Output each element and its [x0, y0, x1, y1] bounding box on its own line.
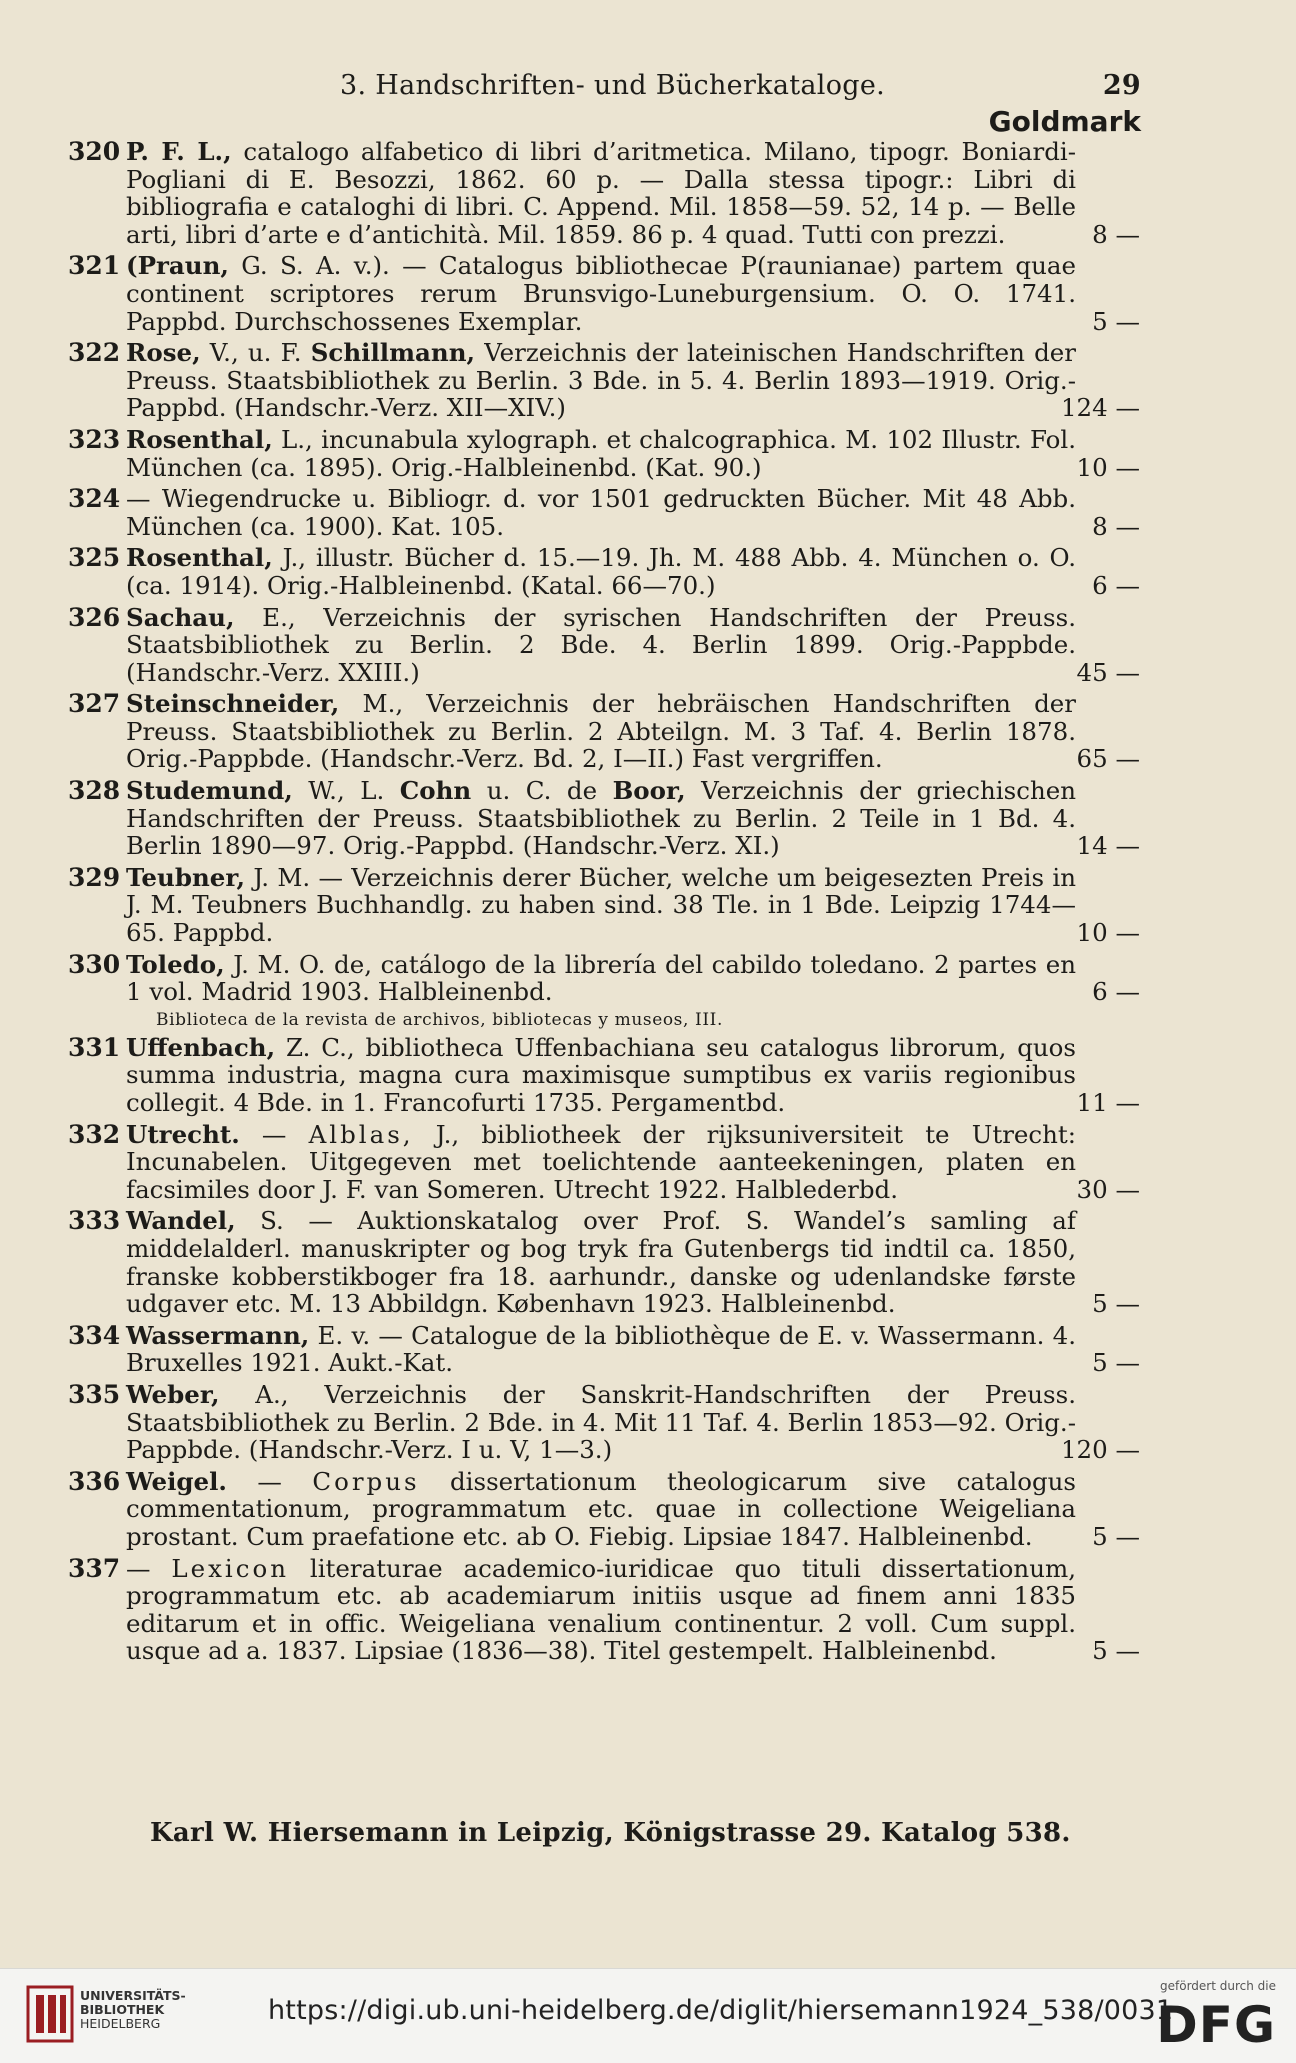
- entry-author: Rose,: [126, 338, 201, 368]
- entry-author: P. F. L.,: [126, 137, 232, 166]
- entry-text-part: Verzeichnis der lateinischen Handschriften der Preuss. Staatsbibliothek zu Berlin. 3 Bde. in 5. 4. Berlin 1893—1919. Orig.-Pappbd. (Handschr.-Verz. XII—XIV.): [126, 338, 1076, 423]
- catalog-entry: [68, 1555, 1140, 1665]
- entry-author: Wandel,: [126, 1206, 236, 1236]
- entry-author: Toledo,: [126, 949, 225, 979]
- entry-number: 329: [68, 862, 121, 892]
- catalog-entry: [68, 777, 1140, 860]
- entry-price: 5 —: [1092, 306, 1140, 336]
- uni-name-line3: HEIDELBERG: [80, 2016, 161, 2031]
- entry-author: (Praun,: [126, 251, 229, 281]
- entry-text: [126, 690, 1076, 773]
- entry-text-part: A., Verzeichnis der Sanskrit-Handschriften der Preuss. Staatsbibliothek zu Berlin. 2 Bde. in 4. Mit 11 Taf. 4. Berlin 1853—92. Orig.-Pappbde. (Handschr.-Verz. I u. V, 1—3.): [126, 1379, 1076, 1465]
- page-header: [125, 70, 1141, 110]
- entry-text: [126, 426, 1076, 481]
- entry-author: Utrecht.: [126, 1119, 240, 1149]
- permalink-url[interactable]: https://digi.ub.uni-heidelberg.de/diglit/hiersemann1924_538/0031: [268, 1995, 1174, 2026]
- entry-number: 330: [68, 949, 121, 979]
- running-title: 3. Handschriften- und Bücherkataloge.: [340, 70, 885, 101]
- entry-price: 5 —: [1092, 1289, 1140, 1319]
- catalog-entry: [68, 485, 1140, 540]
- entry-text: [126, 1381, 1076, 1464]
- entry-number: 333: [68, 1206, 121, 1236]
- catalog-entry: [68, 339, 1140, 422]
- entry-author: Teubner,: [126, 862, 246, 892]
- entry-number: 332: [68, 1119, 121, 1149]
- entry-text: [126, 951, 1076, 1006]
- entry-text: [126, 1121, 1076, 1204]
- entry-number: 326: [68, 602, 121, 632]
- catalog-entry: [68, 252, 1140, 335]
- entry-number: 327: [68, 689, 121, 719]
- entry-author: Uffenbach,: [126, 1032, 276, 1062]
- entry-text-part: —: [239, 1119, 309, 1149]
- entry-list: [68, 138, 1140, 1669]
- entry-author: Steinschneider,: [126, 689, 340, 719]
- entry-text-part: J., bibliotheek der rijksuniversiteit te Utrecht: Incunabelen. Uitgegeven met toelichtende aanteekeningen, platen en facsimiles door J. F. van Someren. Utrecht 1922. Halblederbd.: [126, 1119, 1076, 1204]
- entry-price: 11 —: [1076, 1088, 1140, 1117]
- entry-number: 337: [68, 1553, 121, 1583]
- catalog-entry: [68, 864, 1140, 947]
- entry-text-part: M., Verzeichnis der hebräischen Handschriften der Preuss. Staatsbibliothek zu Berlin. 2 Abteilgn. M. 3 Taf. 4. Berlin 1878. Orig.-Pappbde. (Handschr.-Verz. Bd. 2, I—II.) Fast vergriffen.: [126, 689, 1076, 774]
- catalog-entry: [68, 1121, 1140, 1204]
- entry-number: 325: [68, 543, 121, 573]
- entry-text-part: J., illustr. Bücher d. 15.—19. Jh. M. 488 Abb. 4. München o. O. (ca. 1914). Orig.-Halbleinenbd. (Katal. 66—70.): [126, 543, 1076, 600]
- entry-text-part: —: [226, 1466, 313, 1496]
- catalog-entry: [68, 544, 1140, 599]
- entry-price: 10 —: [1076, 452, 1140, 482]
- entry-text: [126, 1555, 1076, 1665]
- entry-price: 45 —: [1076, 657, 1140, 687]
- entry-price: 8 —: [1092, 219, 1140, 249]
- entry-author: Rosenthal,: [126, 424, 273, 454]
- entry-text: [126, 138, 1076, 248]
- viewer-footer-bar: [0, 1968, 1296, 2063]
- entry-note: Biblioteca de la revista de archivos, bibliotecas y museos, III.: [156, 1009, 723, 1030]
- catalog-entry: [68, 426, 1140, 481]
- entry-text: [126, 485, 1076, 540]
- catalog-entry: [68, 951, 1140, 1006]
- entry-text-part: Z. C., bibliotheca Uffenbachiana seu catalogus librorum, quos summa industria, magna cura maximisque sumptibus ex variis regionibus collegit. 4 Bde. in 1. Francofurti 1735. Pergamentbd.: [126, 1032, 1076, 1117]
- catalog-entry: [68, 1034, 1140, 1117]
- catalog-entry: [68, 138, 1140, 248]
- entry-author: Weigel.: [126, 1466, 227, 1496]
- entry-text-part: L., incunabula xylograph. et chalcographica. M. 102 Illustr. Fol. München (ca. 1895). Orig.-Halbleinenbd. (Kat. 90.): [126, 424, 1076, 482]
- entry-number: 321: [68, 251, 121, 281]
- entry-text-part: G. S. A. v.). — Catalogus bibliothecae P(raunianae) partem quae continent scriptores rerum Brunsvigo-Luneburgensium. O. O. 1741. Pappbd. Durchschossenes Exemplar.: [126, 251, 1076, 336]
- entry-price: 5 —: [1092, 1348, 1140, 1378]
- entry-text-part: E., Verzeichnis der syrischen Handschriften der Preuss. Staatsbibliothek zu Berlin. 2 Bde. 4. Berlin 1899. Orig.-Pappbde. (Handschr.-Verz. XXIII.): [126, 602, 1076, 687]
- entry-price: 6 —: [1092, 570, 1140, 600]
- entry-text-part: W., L.: [292, 776, 400, 806]
- entry-price: 10 —: [1076, 918, 1140, 948]
- entry-number: 335: [68, 1379, 121, 1409]
- entry-text-part: V., u. F.: [200, 338, 311, 368]
- entry-number: 322: [68, 338, 121, 368]
- entry-author: Weber,: [126, 1379, 220, 1409]
- entry-author: Cohn: [399, 776, 472, 806]
- catalog-entry: [68, 1207, 1140, 1317]
- entry-number: 320: [68, 137, 121, 166]
- uni-name-line2: BIBLIOTHEK: [80, 2002, 165, 2017]
- entry-price: 5 —: [1092, 1636, 1140, 1666]
- entry-price: 124 —: [1060, 393, 1140, 423]
- university-library-logo-icon: [26, 1985, 74, 2043]
- entry-spaced-word: Lexicon: [171, 1553, 290, 1583]
- catalog-entry: [68, 690, 1140, 773]
- catalog-entry: [68, 1381, 1140, 1464]
- entry-text: [126, 544, 1076, 599]
- entry-author: Boor,: [612, 776, 686, 806]
- entry-text: [126, 604, 1076, 687]
- entry-text: [126, 864, 1076, 947]
- entry-price: 5 —: [1092, 1521, 1140, 1551]
- entry-text: [126, 252, 1076, 335]
- catalog-footer: Karl W. Hiersemann in Leipzig, Königstrasse 29. Katalog 538.: [150, 1818, 1071, 1848]
- entry-number: 336: [68, 1466, 121, 1496]
- entry-text: [126, 777, 1076, 860]
- entry-text-part: — Wiegendrucke u. Bibliogr. d. vor 1501 gedruckten Bücher. Mit 48 Abb. München (ca. 1900). Kat. 105.: [126, 484, 1076, 541]
- entry-text-part: literaturae academico-iuridicae quo tituli dissertationum, programmatum etc. ab academiarum initiis usque ad finem anni 1835 editarum et in offic. Weigeliana venalium continentur. 2 voll. Cum suppl. usque ad a. 1837. Lipsiae (1836—38). Titel gestempelt. Halbleinenbd.: [126, 1553, 1076, 1666]
- entry-price: 120 —: [1060, 1435, 1140, 1465]
- entry-text-part: J. M. O. de, catálogo de la librería del cabildo toledano. 2 partes en 1 vol. Madrid 1903. Halbleinenbd.: [126, 949, 1076, 1007]
- entry-text: [126, 1207, 1076, 1317]
- funding-note: gefördert durch die: [1160, 1979, 1276, 1993]
- entry-author: Rosenthal,: [126, 543, 273, 573]
- entry-text-part: —: [126, 1553, 172, 1583]
- entry-price: 65 —: [1076, 744, 1140, 774]
- entry-price: 14 —: [1076, 831, 1140, 861]
- entry-spaced-word: Corpus: [312, 1466, 420, 1496]
- catalog-entry: [68, 1468, 1140, 1551]
- entry-text: [126, 339, 1076, 422]
- section-heading: Goldmark: [988, 105, 1141, 138]
- entry-text: [126, 1322, 1076, 1377]
- entry-number: 323: [68, 424, 121, 454]
- catalog-entry: [68, 604, 1140, 687]
- entry-price: 30 —: [1076, 1174, 1140, 1204]
- entry-text-part: E. v. — Catalogue de la bibliothèque de E. v. Wassermann. 4. Bruxelles 1921. Aukt.-Kat.: [126, 1320, 1076, 1378]
- entry-author: Wassermann,: [126, 1320, 310, 1350]
- entry-text-part: u. C. de: [471, 776, 613, 806]
- entry-price: 8 —: [1092, 511, 1140, 541]
- entry-number: 334: [68, 1320, 121, 1350]
- catalog-entry: [68, 1322, 1140, 1377]
- entry-text-part: J. M. — Verzeichnis derer Bücher, welche um beigesezten Preis in J. M. Teubners Buchhandlg. zu haben sind. 38 Tle. in 1 Bde. Leipzig 1744—65. Pappbd.: [126, 862, 1076, 948]
- dfg-logo: DFG: [1156, 1996, 1276, 2054]
- university-library-name: [80, 1989, 186, 2031]
- entry-text: [126, 1034, 1076, 1117]
- entry-spaced-word: Alblas,: [308, 1119, 414, 1149]
- entry-text-part: Verzeichnis der griechischen Handschriften der Preuss. Staatsbibliothek zu Berlin. 2 Teile in 1 Bd. 4. Berlin 1890—97. Orig.-Pappbd. (Handschr.-Verz. XI.): [126, 776, 1076, 861]
- entry-number: 324: [68, 484, 121, 514]
- entry-number: 328: [68, 776, 121, 806]
- entry-author: Sachau,: [126, 602, 235, 632]
- entry-author: Schillmann,: [310, 338, 476, 368]
- entry-text: [126, 1468, 1076, 1551]
- entry-price: 6 —: [1092, 977, 1140, 1007]
- entry-number: 331: [68, 1032, 121, 1062]
- page-number: 29: [1102, 70, 1141, 101]
- entry-text-part: dissertationum theologicarum sive catalogus commentationum, programmatum etc. quae in collectione Weigeliana prostant. Cum praefatione etc. ab O. Fiebig. Lipsiae 1847. Halbleinenbd.: [126, 1466, 1077, 1551]
- entry-text-part: catalogo alfabetico di libri d’aritmetica. Milano, tipogr. Boniardi-Pogliani di E. Besozzi, 1862. 60 p. — Dalla stessa tipogr.: Libri di bibliografia e cataloghi di libri. C. Append. Mil. 1858—59. 52, 14 p. — Belle arti, libri d’arte e d’antichità. Mil. 1859. 86 p. 4 quad. Tutti con prezzi.: [126, 137, 1077, 249]
- uni-name-line1: UNIVERSITÄTS-: [80, 1988, 186, 2003]
- entry-text-part: S. — Auktionskatalog over Prof. S. Wandel’s samling af middelalderl. manuskripter og bog tryk fra Gutenbergs tid indtil ca. 1850, franske kobberstikboger fra 18. aarhundr., danske og udenlandske første udgaver etc. M. 13 Abbildgn. København 1923. Halbleinenbd.: [126, 1206, 1076, 1319]
- entry-author: Studemund,: [126, 776, 293, 806]
